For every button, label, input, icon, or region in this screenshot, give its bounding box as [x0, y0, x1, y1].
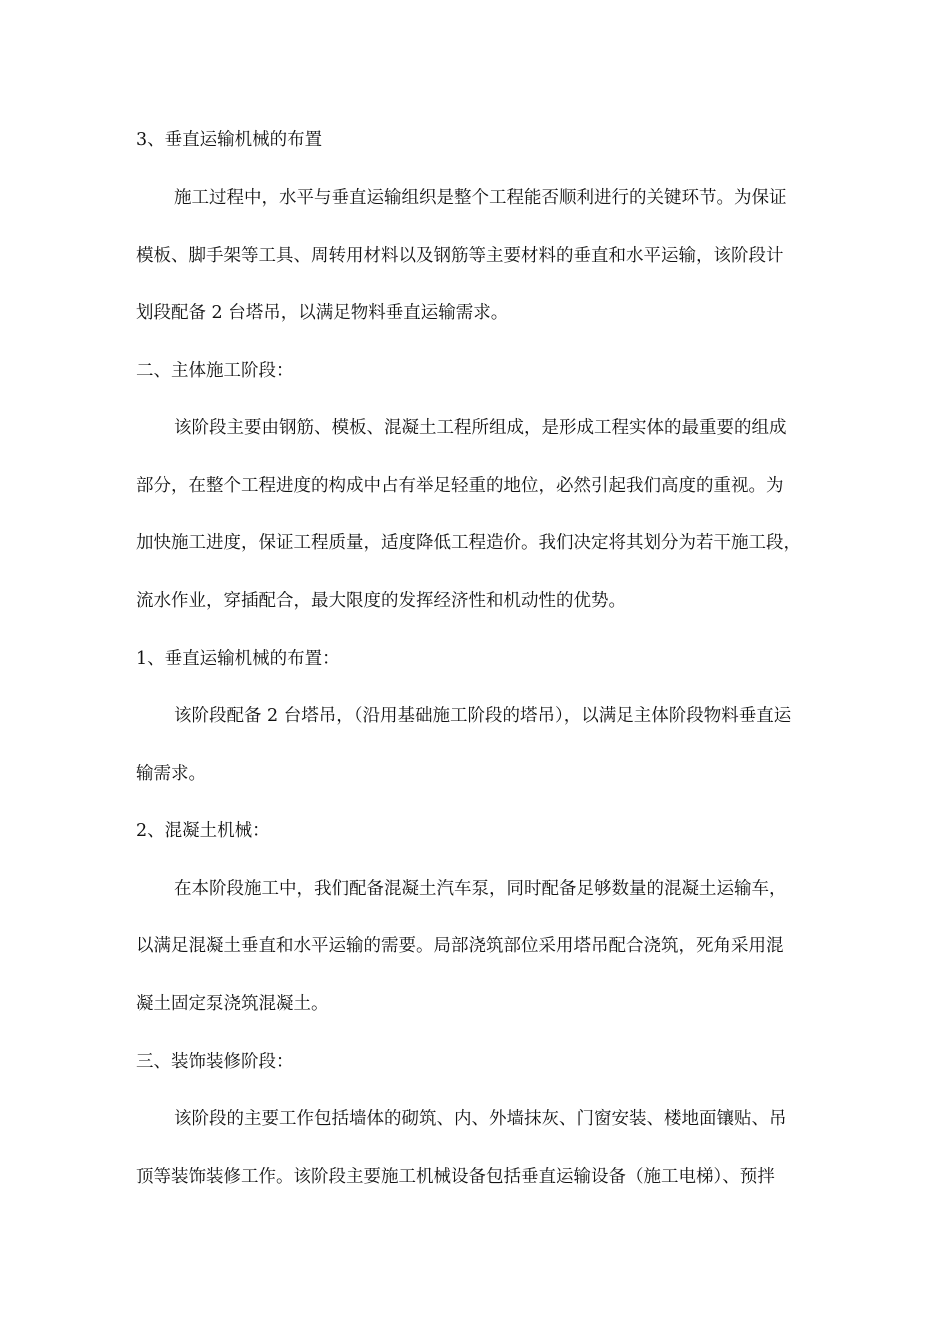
section-heading: 1、垂直运输机械的布置： [136, 649, 340, 669]
section-heading: 二、主体施工阶段： [136, 361, 294, 381]
paragraph-line: 该阶段配备 2 台塔吊，（沿用基础施工阶段的塔吊），以满足主体阶段物料垂直运 [174, 706, 792, 726]
paragraph-line: 在本阶段施工中，我们配备混凝土汽车泵，同时配备足够数量的混凝土运输车， [174, 879, 787, 899]
paragraph-line: 施工过程中，水平与垂直运输组织是整个工程能否顺利进行的关键环节。为保证 [174, 188, 787, 208]
paragraph-line: 加快施工进度，保证工程质量，适度降低工程造价。我们决定将其划分为若干施工段， [136, 533, 801, 553]
paragraph-line: 模板、脚手架等工具、周转用材料以及钢筋等主要材料的垂直和水平运输，该阶段计 [136, 246, 784, 266]
paragraph-line: 该阶段主要由钢筋、模板、混凝土工程所组成，是形成工程实体的最重要的组成 [174, 418, 787, 438]
paragraph-line: 该阶段的主要工作包括墙体的砌筑、内、外墙抹灰、门窗安装、楼地面镶贴、吊 [174, 1109, 787, 1129]
section-heading: 3、垂直运输机械的布置 [136, 130, 323, 150]
paragraph-line: 部分，在整个工程进度的构成中占有举足轻重的地位，必然引起我们高度的重视。为 [136, 476, 784, 496]
paragraph-line: 划段配备 2 台塔吊，以满足物料垂直运输需求。 [136, 303, 509, 323]
paragraph-line: 顶等装饰装修工作。该阶段主要施工机械设备包括垂直运输设备（施工电梯）、预拌 [136, 1167, 775, 1187]
section-heading: 2、混凝土机械： [136, 821, 270, 841]
paragraph-line: 输需求。 [136, 764, 206, 784]
paragraph-line: 流水作业，穿插配合，最大限度的发挥经济性和机动性的优势。 [136, 591, 626, 611]
paragraph-line: 凝土固定泵浇筑混凝土。 [136, 994, 329, 1014]
section-heading: 三、装饰装修阶段： [136, 1052, 294, 1072]
paragraph-line: 以满足混凝土垂直和水平运输的需要。局部浇筑部位采用塔吊配合浇筑，死角采用混 [136, 936, 784, 956]
